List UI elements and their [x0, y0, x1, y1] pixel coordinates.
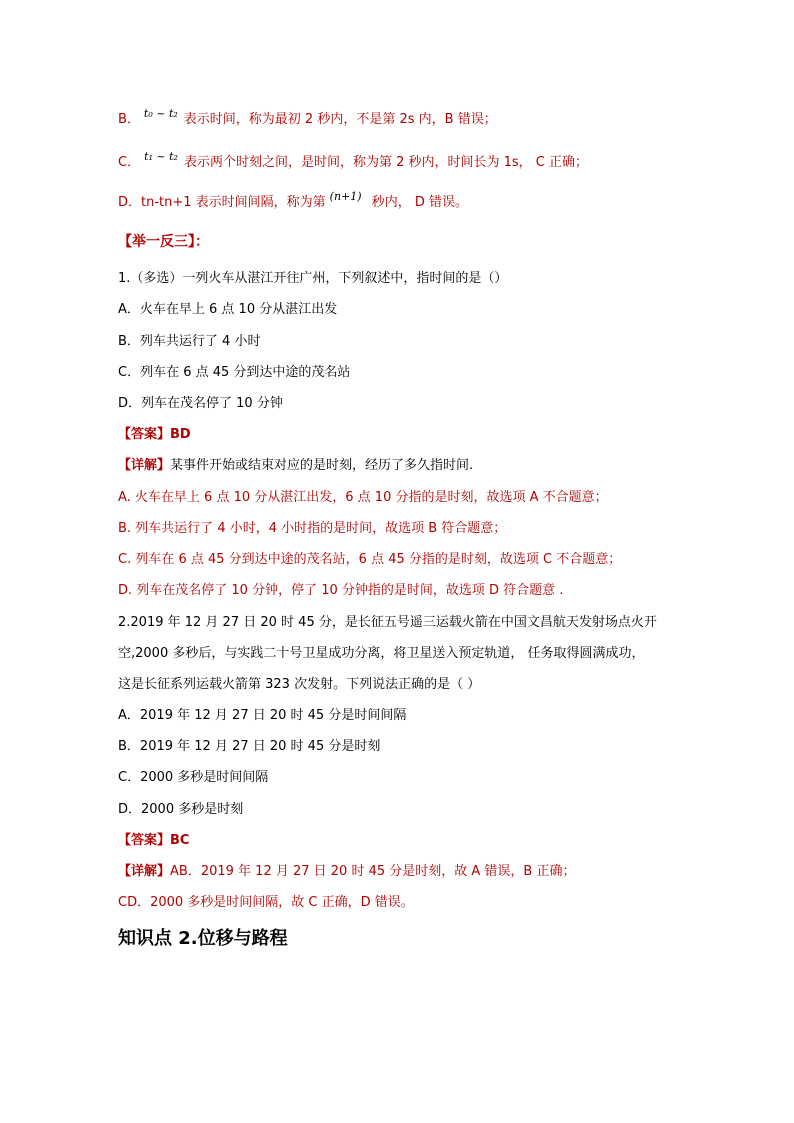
explanation-a: A. 火车在早上 6 点 10 分从湛江出发，6 点 10 分指的是时刻，故选项 A 不合题意；: [118, 490, 608, 505]
section-heading: 知识点 2.位移与路程: [118, 928, 288, 949]
answer-2: [118, 832, 189, 850]
detail-1: [118, 457, 473, 475]
formula: (n+1): [329, 190, 362, 203]
option-c: C．列车在 6 点 45 分到达中途的茂名站: [118, 365, 351, 380]
line-c: [118, 150, 589, 172]
answer-tag: 【答案】: [118, 427, 171, 442]
answer-1: [118, 426, 191, 444]
explanation-text: 秒内， D 错误。: [367, 195, 468, 210]
option-label: C．: [118, 155, 141, 170]
option-a: A．火车在早上 6 点 10 分从湛江出发: [118, 302, 338, 317]
q2-option-d: D．2000 多秒是时刻: [118, 802, 244, 817]
line-b: [118, 107, 497, 129]
formula: t₁ ~ t₂: [144, 150, 178, 163]
detail-text: AB．2019 年 12 月 27 日 20 时 45 分是时刻，故 A 错误，B 正确；: [170, 864, 576, 879]
answer-value: BD: [170, 427, 191, 442]
explanation-text: 表示时间，称为最初 2 秒内，不是第 2s 内，B 错误；: [183, 112, 497, 127]
question-2-line-2: 空,2000 多秒后，与实践二十号卫星成功分离，将卫星送入预定轨道， 任务取得圆满成功，: [118, 646, 645, 661]
detail-text: 某事件开始或结束对应的是时刻，经历了多久指时间.: [170, 458, 474, 473]
question-2-line-3: 这是长征系列运载火箭第 323 次发射。下列说法正确的是（ ）: [118, 677, 481, 692]
detail-2: [118, 863, 575, 881]
answer-value: BC: [170, 833, 190, 848]
detail-tag: 【详解】: [118, 864, 171, 879]
question-1: 1.（多选）一列火车从湛江开往广州，下列叙述中，指时间的是（）: [118, 271, 508, 286]
explanation-cd: CD．2000 多秒是时间间隔，故 C 正确，D 错误。: [118, 895, 414, 910]
question-2-line-1: 2.2019 年 12 月 27 日 20 时 45 分，是长征五号遥三运载火箭在中国文昌航天发射场点火开: [118, 615, 657, 630]
explanation-text: 表示两个时刻之间，是时间，称为第 2 秒内，时间长为 1s， C 正确；: [183, 155, 589, 170]
q2-option-a: A．2019 年 12 月 27 日 20 时 45 分是时间间隔: [118, 708, 407, 723]
explanation-d: D. 列车在茂名停了 10 分钟，停了 10 分钟指的是时间，故选项 D 符合题意 .: [118, 583, 564, 598]
explanation-text: D．tn-tn+1 表示时间间隔，称为第: [118, 195, 326, 210]
explanation-c: C. 列车在 6 点 45 分到达中途的茂名站，6 点 45 分指的是时刻，故选项 C 不合题意；: [118, 552, 622, 567]
explanation-b: B. 列车共运行了 4 小时，4 小时指的是时间，故选项 B 符合题意；: [118, 521, 507, 536]
section-tag: 【举一反三】：: [118, 234, 209, 250]
q2-option-b: B．2019 年 12 月 27 日 20 时 45 分是时刻: [118, 739, 381, 754]
option-label: B．: [118, 112, 140, 127]
answer-tag: 【答案】: [118, 833, 171, 848]
option-b: B．列车共运行了 4 小时: [118, 334, 261, 349]
formula: t₀ ~ t₂: [143, 107, 178, 120]
option-d: D．列车在茂名停了 10 分钟: [118, 396, 283, 411]
q2-option-c: C．2000 多秒是时间间隔: [118, 770, 269, 785]
line-d: [118, 190, 468, 212]
detail-tag: 【详解】: [118, 458, 171, 473]
